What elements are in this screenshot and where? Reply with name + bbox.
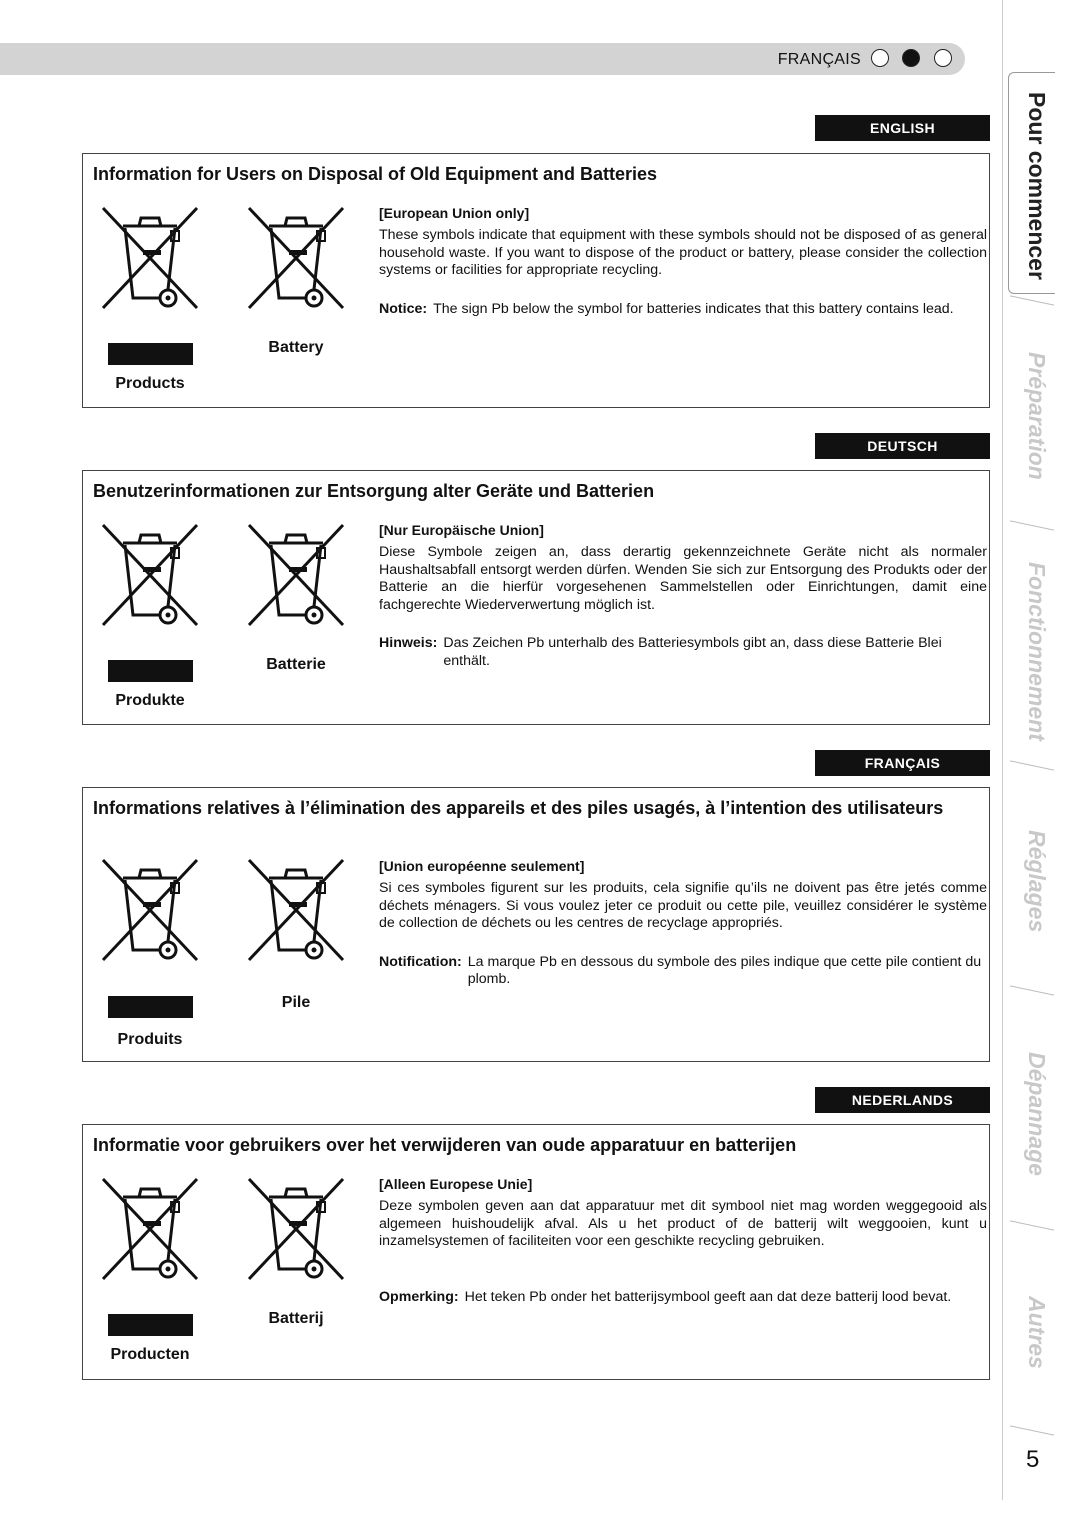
sidebar-tab-pour-commencer[interactable]: Pour commencer	[1024, 92, 1050, 280]
language-tab: DEUTSCH	[815, 433, 990, 459]
battery-label: Pile	[281, 994, 311, 1011]
sidebar-tab-fonctionnement[interactable]: Fonctionnement	[1024, 562, 1050, 741]
note-text: Het teken Pb onder het batterijsymbool geeft aan dat deze batterij lood bevat.	[464, 1289, 952, 1306]
disposal-section	[82, 470, 990, 725]
black-bar	[108, 1314, 193, 1336]
note-label: Hinweis:	[379, 635, 438, 652]
sidebar-divider	[1002, 0, 1003, 1500]
crossed-bin-icon	[95, 206, 205, 316]
crossed-bin-icon	[95, 1177, 205, 1287]
note-label: Opmerking:	[379, 1289, 459, 1306]
sidebar-separator	[1010, 520, 1054, 530]
section-title: Informations relatives à l’élimination des appareils et des piles usagés, à l’intention des utilisateurs	[93, 798, 944, 818]
language-tab: NEDERLANDS	[815, 1087, 990, 1113]
section-description: Si ces symboles figurent sur les produits, cela signifie qu’ils ne doivent pas être jetés comme déchets ménagers. Si vous voulez jeter ce produit ou cette pile, veuillez considérer le système de collection de déchets ou les centres de recyclage appropriés.	[379, 880, 987, 932]
region-label: [European Union only]	[379, 205, 530, 221]
crossed-bin-icon	[95, 858, 205, 968]
section-note	[379, 954, 987, 989]
language-tab: ENGLISH	[815, 115, 990, 141]
black-bar	[108, 660, 193, 682]
section-description: These symbols indicate that equipment with these symbols should not be disposed of as general household waste. If you want to dispose of the product or battery, please consider the collection systems or facilities for appropriate recycling.	[379, 227, 987, 279]
sidebar-separator	[1010, 985, 1054, 995]
section-title: Benutzerinformationen zur Entsorgung alter Geräte und Batterien	[93, 481, 655, 501]
sidebar-tab-autres[interactable]: Autres	[1024, 1296, 1050, 1369]
sidebar-tab-depannage[interactable]: Dépannage	[1024, 1052, 1050, 1176]
battery-label: Batterij	[268, 1310, 324, 1327]
header-bar	[0, 43, 965, 75]
page-indicator-dot	[871, 49, 889, 67]
page-number: 5	[1026, 1446, 1040, 1473]
disposal-section	[82, 153, 990, 408]
disposal-section	[82, 1124, 990, 1380]
region-label: [Union européenne seulement]	[379, 858, 585, 874]
section-title: Information for Users on Disposal of Old Equipment and Batteries	[93, 164, 658, 184]
crossed-bin-icon	[95, 523, 205, 633]
sidebar-separator	[1010, 760, 1054, 770]
region-label: [Nur Europäische Union]	[379, 522, 544, 538]
language-tab: FRANÇAIS	[815, 750, 990, 776]
section-description: Diese Symbole zeigen an, dass derartig gekennzeichnete Geräte nicht als normaler Haushaltsabfall entsorgt werden dürfen. Wenden Sie sich zur Entsorgung des Produkts oder der Batterie an die hierfür vorgesehenen Sammelstellen oder Einrichtungen, damit eine fachgerechte Wiederverwertung möglich ist.	[379, 544, 987, 613]
note-text: La marque Pb en dessous du symbole des piles indique que cette pile contient du plomb.	[467, 953, 982, 988]
section-note	[379, 1289, 987, 1307]
header-language: FRANÇAIS	[777, 51, 861, 68]
sidebar-separator	[1010, 1425, 1054, 1435]
sidebar-tab-preparation[interactable]: Préparation	[1024, 352, 1050, 480]
crossed-bin-icon	[241, 206, 351, 316]
section-description: Deze symbolen geven aan dat apparatuur met dit symbool niet mag worden weggegooid als algemeen huishoudelijk afval. Als u het product of de batterij wilt weggooien, kunt u inzamelsystemen of faciliteiten voor een geschikte recycling gebruiken.	[379, 1198, 987, 1250]
region-label: [Alleen Europese Unie]	[379, 1176, 533, 1192]
products-label: Produkte	[115, 692, 185, 709]
note-text: Das Zeichen Pb unterhalb des Batteriesymbols gibt an, dass diese Batterie Blei enthält.	[443, 635, 942, 669]
note-label: Notice:	[379, 300, 428, 317]
crossed-bin-icon	[241, 523, 351, 633]
section-title: Informatie voor gebruikers over het verwijderen van oude apparatuur en batterijen	[93, 1135, 797, 1155]
sidebar-tab-reglages[interactable]: Réglages	[1024, 830, 1050, 933]
black-bar	[108, 343, 193, 365]
note-text: The sign Pb below the symbol for batteries indicates that this battery contains lead.	[433, 300, 954, 317]
products-label: Produits	[117, 1031, 183, 1048]
page-indicator-dot-active	[902, 49, 920, 67]
note-label: Notification:	[379, 953, 462, 970]
sidebar-separator	[1010, 1220, 1054, 1230]
battery-label: Batterie	[266, 656, 326, 673]
crossed-bin-icon	[241, 1177, 351, 1287]
products-label: Producten	[110, 1346, 190, 1363]
products-label: Products	[115, 375, 185, 392]
battery-label: Battery	[268, 339, 324, 356]
sidebar-separator	[1010, 295, 1054, 305]
section-note	[379, 301, 987, 319]
crossed-bin-icon	[241, 858, 351, 968]
page-indicator-dot	[934, 49, 952, 67]
black-bar	[108, 996, 193, 1018]
section-note	[379, 635, 987, 670]
disposal-section	[82, 787, 990, 1062]
